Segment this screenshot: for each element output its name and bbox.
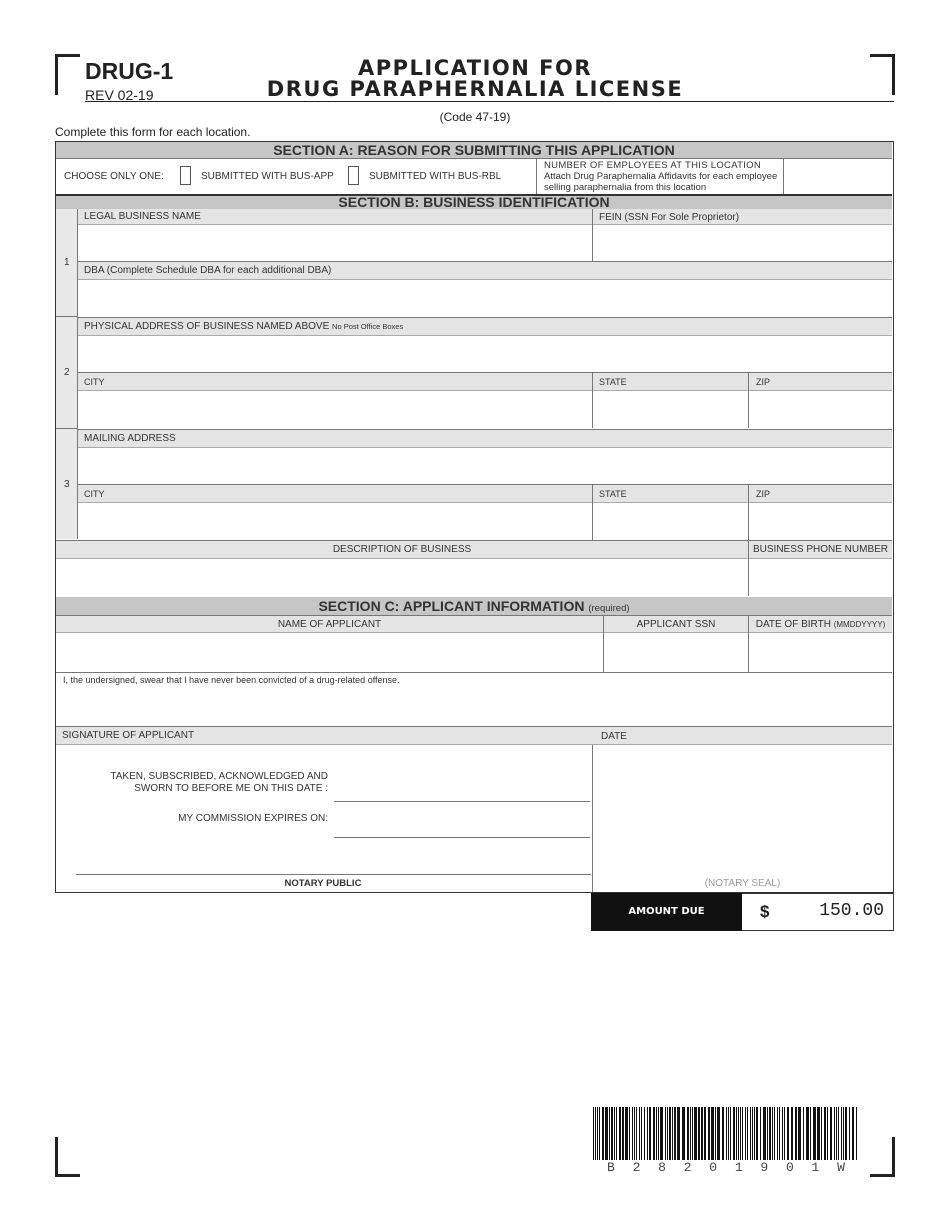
- bus-rbl-label: SUBMITTED WITH BUS-RBL: [369, 171, 502, 182]
- dba-field[interactable]: [78, 280, 892, 316]
- barcode-char: 0: [709, 1160, 718, 1175]
- barcode-bar: [798, 1107, 801, 1160]
- legal-name-label: LEGAL BUSINESS NAME: [78, 209, 892, 225]
- barcode-bar: [838, 1107, 839, 1160]
- barcode-bar: [726, 1107, 727, 1160]
- dob-label: DATE OF BIRTH (MMDDYYYY): [755, 619, 886, 630]
- barcode-bar: [756, 1107, 758, 1160]
- mailing-city-field[interactable]: [78, 503, 592, 539]
- applicant-ssn-field[interactable]: [604, 633, 748, 672]
- currency-symbol: $: [760, 902, 770, 921]
- barcode-char: 2: [632, 1160, 641, 1175]
- barcode-bar: [787, 1107, 789, 1160]
- barcode-bar: [660, 1107, 663, 1160]
- barcode-bar: [852, 1107, 854, 1160]
- barcode-char: W: [837, 1160, 845, 1175]
- barcode-bar: [599, 1107, 600, 1160]
- physical-city-label: CITY: [78, 372, 892, 391]
- description-label: DESCRIPTION OF BUSINESS: [332, 544, 472, 555]
- fein-label: FEIN (SSN For Sole Proprietor): [599, 212, 740, 223]
- barcode-bar: [806, 1107, 809, 1160]
- barcode-bar: [597, 1107, 598, 1160]
- barcode-bar: [795, 1107, 797, 1160]
- barcode-bar: [754, 1107, 755, 1160]
- barcode-bar: [750, 1107, 751, 1160]
- amount-due-label: AMOUNT DUE: [591, 893, 742, 931]
- row-number-3: 3: [64, 479, 70, 490]
- barcode-bar: [736, 1107, 737, 1160]
- sworn-text-line1: TAKEN, SUBSCRIBED, ACKNOWLEDGED AND: [110, 771, 328, 782]
- barcode-bar: [845, 1107, 847, 1160]
- header-rule: [85, 101, 894, 102]
- barcode-bar: [841, 1107, 842, 1160]
- barcode-bar: [669, 1107, 671, 1160]
- applicant-ssn-label: APPLICANT SSN: [636, 619, 716, 630]
- barcode-bar: [698, 1107, 700, 1160]
- applicant-name-label: NAME OF APPLICANT: [277, 619, 382, 630]
- barcode-bar: [694, 1107, 697, 1160]
- phone-field[interactable]: [749, 559, 892, 596]
- employees-note-1: Attach Drug Paraphernalia Affidavits for each employee: [544, 171, 778, 182]
- date-label: DATE: [601, 731, 627, 742]
- commission-label: MY COMMISSION EXPIRES ON:: [178, 813, 328, 824]
- section-b-header: SECTION B: BUSINESS IDENTIFICATION: [56, 196, 892, 209]
- section-a-header: SECTION A: REASON FOR SUBMITTING THIS APPLICATION: [56, 142, 892, 158]
- barcode-text: [593, 1160, 859, 1175]
- form-code: DRUG-1: [85, 58, 174, 84]
- corner-mark-bottom-left: [55, 1137, 80, 1177]
- barcode-bar: [605, 1107, 608, 1160]
- barcode-bar: [658, 1107, 659, 1160]
- barcode-bar: [830, 1107, 832, 1160]
- dob-format: (MMDDYYYY): [833, 620, 886, 629]
- barcode-bar: [639, 1107, 640, 1160]
- barcode-bar: [647, 1107, 648, 1160]
- signature-field[interactable]: [56, 687, 892, 726]
- barcode-bar: [609, 1107, 610, 1160]
- physical-zip-field[interactable]: [749, 391, 892, 428]
- bus-app-checkbox[interactable]: [180, 166, 191, 185]
- mailing-address-field[interactable]: [78, 448, 892, 484]
- notary-signature-field[interactable]: [76, 846, 591, 874]
- barcode-bar: [687, 1107, 689, 1160]
- barcode-bar: [827, 1107, 828, 1160]
- applicant-name-field[interactable]: [56, 633, 603, 672]
- barcode-bar: [622, 1107, 624, 1160]
- form-instruction: Complete this form for each location.: [55, 125, 251, 139]
- oath-statement: I, the undersigned, swear that I have never been convicted of a drug-related offense.: [63, 675, 400, 685]
- bus-app-label: SUBMITTED WITH BUS-APP: [201, 171, 334, 182]
- barcode-bar: [747, 1107, 748, 1160]
- phone-label: BUSINESS PHONE NUMBER: [752, 544, 889, 555]
- barcode-bar: [674, 1107, 676, 1160]
- barcode-bar: [704, 1107, 706, 1160]
- dob-field[interactable]: [749, 633, 892, 672]
- barcode-bar: [742, 1107, 743, 1160]
- barcode-char: 1: [811, 1160, 820, 1175]
- barcode-bar: [779, 1107, 780, 1160]
- corner-mark-top-right: [870, 54, 895, 95]
- physical-state-field[interactable]: [593, 391, 748, 428]
- physical-zip-label: ZIP: [756, 377, 771, 387]
- mailing-zip-label: ZIP: [756, 489, 771, 499]
- no-po-boxes-note: No Post Office Boxes: [332, 322, 404, 331]
- barcode-bar: [817, 1107, 820, 1160]
- barcode-bar: [711, 1107, 714, 1160]
- barcode-bar: [730, 1107, 731, 1160]
- required-note: (required): [588, 603, 630, 614]
- barcode-bar: [752, 1107, 753, 1160]
- barcode-bar: [672, 1107, 673, 1160]
- barcode-bar: [629, 1107, 630, 1160]
- barcode-bar: [745, 1107, 746, 1160]
- barcode-bar: [625, 1107, 628, 1160]
- legal-name-field[interactable]: [78, 225, 592, 261]
- row-number-2: 2: [64, 367, 70, 378]
- barcode-bar: [824, 1107, 826, 1160]
- mailing-state-field[interactable]: [593, 503, 748, 539]
- barcode-bar: [636, 1107, 637, 1160]
- form-title-line2: DRUG PARAPHERNALIA LICENSE: [266, 77, 684, 101]
- barcode-bar: [656, 1107, 657, 1160]
- barcode-bar: [856, 1107, 857, 1160]
- barcode-char: 0: [785, 1160, 794, 1175]
- physical-state-label: STATE: [599, 377, 627, 387]
- barcode-bar: [644, 1107, 645, 1160]
- barcode-bar: [593, 1107, 594, 1160]
- barcode-bar: [834, 1107, 835, 1160]
- barcode: [593, 1107, 859, 1160]
- physical-city-field[interactable]: [78, 391, 592, 428]
- barcode-bar: [611, 1107, 613, 1160]
- notary-public-label: NOTARY PUBLIC: [284, 878, 362, 889]
- barcode-bar: [769, 1107, 771, 1160]
- corner-mark-top-left: [55, 54, 80, 95]
- barcode-bar: [772, 1107, 773, 1160]
- barcode-bar: [738, 1107, 739, 1160]
- barcode-bar: [733, 1107, 735, 1160]
- barcode-bar: [619, 1107, 621, 1160]
- bus-rbl-checkbox[interactable]: [348, 166, 359, 185]
- barcode-bar: [708, 1107, 710, 1160]
- barcode-bar: [782, 1107, 783, 1160]
- barcode-bar: [595, 1107, 596, 1160]
- mailing-city-label: CITY: [78, 484, 892, 503]
- barcode-bar: [767, 1107, 768, 1160]
- barcode-bar: [774, 1107, 775, 1160]
- choose-only-one-label: CHOOSE ONLY ONE:: [64, 171, 164, 182]
- barcode-bar: [810, 1107, 811, 1160]
- form-title-line1: APPLICATION FOR: [357, 56, 592, 80]
- row-number-1: 1: [64, 257, 70, 268]
- barcode-bar: [677, 1107, 680, 1160]
- barcode-bar: [843, 1107, 844, 1160]
- application-form: [55, 141, 894, 893]
- corner-mark-bottom-right: [870, 1137, 895, 1177]
- employees-note-2: selling paraphernalia from this location: [544, 182, 707, 193]
- barcode-bar: [653, 1107, 655, 1160]
- barcode-bar: [665, 1107, 666, 1160]
- commission-expires-field[interactable]: [334, 813, 590, 837]
- description-field[interactable]: [56, 559, 748, 596]
- employees-count-field[interactable]: [784, 159, 892, 194]
- barcode-bar: [701, 1107, 703, 1160]
- barcode-bar: [728, 1107, 729, 1160]
- barcode-char: 8: [658, 1160, 666, 1175]
- barcode-bar: [616, 1107, 617, 1160]
- barcode-bar: [763, 1107, 766, 1160]
- barcode-bar: [813, 1107, 816, 1160]
- barcode-bar: [614, 1107, 615, 1160]
- barcode-bar: [667, 1107, 668, 1160]
- mailing-state-label: STATE: [599, 489, 627, 499]
- section-c-header: SECTION C: APPLICANT INFORMATION (required): [56, 597, 892, 615]
- barcode-bar: [717, 1107, 720, 1160]
- physical-address-field[interactable]: [78, 336, 892, 372]
- barcode-bar: [849, 1107, 850, 1160]
- amount-due-value: 150.00: [819, 901, 884, 921]
- form-revision: REV 02-19: [85, 87, 154, 103]
- barcode-char: 1: [734, 1160, 743, 1175]
- barcode-bar: [682, 1107, 685, 1160]
- employees-label: NUMBER OF EMPLOYEES AT THIS LOCATION: [544, 160, 762, 171]
- barcode-bar: [803, 1107, 804, 1160]
- barcode-bar: [649, 1107, 651, 1160]
- barcode-bar: [634, 1107, 635, 1160]
- barcode-bar: [836, 1107, 837, 1160]
- signature-label: SIGNATURE OF APPLICANT: [56, 726, 892, 745]
- barcode-bar: [690, 1107, 691, 1160]
- notary-seal-label: (NOTARY SEAL): [704, 878, 781, 889]
- sworn-text-line2: SWORN TO BEFORE ME ON THIS DATE :: [134, 783, 328, 794]
- date-field[interactable]: [593, 746, 892, 876]
- mailing-zip-field[interactable]: [749, 503, 892, 539]
- barcode-bar: [722, 1107, 724, 1160]
- barcode-bar: [821, 1107, 822, 1160]
- barcode-bar: [791, 1107, 793, 1160]
- barcode-bar: [784, 1107, 785, 1160]
- fein-field[interactable]: [593, 225, 892, 261]
- barcode-bar: [632, 1107, 633, 1160]
- mailing-address-label: MAILING ADDRESS: [78, 429, 892, 448]
- barcode-char: B: [607, 1160, 615, 1175]
- barcode-bar: [602, 1107, 604, 1160]
- barcode-bar: [777, 1107, 778, 1160]
- barcode-bar: [760, 1107, 761, 1160]
- barcode-bar: [641, 1107, 642, 1160]
- sworn-date-field[interactable]: [334, 777, 590, 801]
- barcode-char: 9: [760, 1160, 769, 1175]
- tax-code: (Code 47-19): [439, 110, 511, 124]
- dba-label: DBA (Complete Schedule DBA for each additional DBA): [78, 261, 892, 280]
- barcode-char: 2: [683, 1160, 692, 1175]
- barcode-bar: [692, 1107, 693, 1160]
- barcode-bar: [715, 1107, 716, 1160]
- barcode-bar: [740, 1107, 741, 1160]
- physical-address-label: PHYSICAL ADDRESS OF BUSINESS NAMED ABOVE No Post Office Boxes: [78, 317, 892, 336]
